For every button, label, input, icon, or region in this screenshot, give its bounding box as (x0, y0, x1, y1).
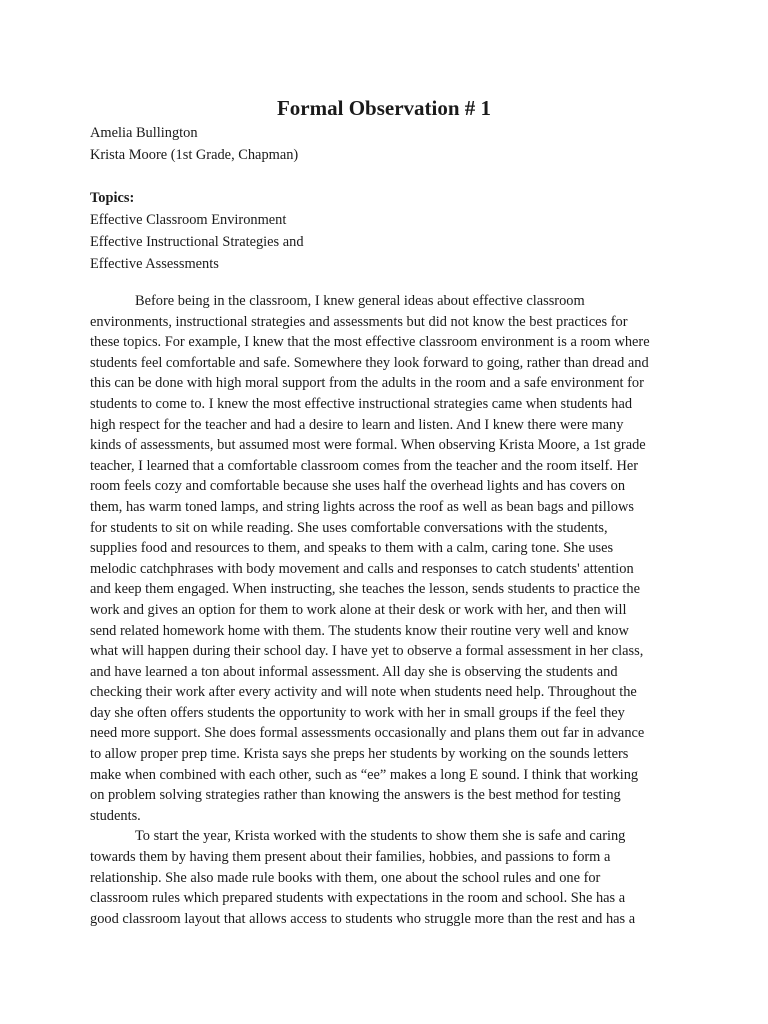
body-line: kinds of assessments, but assumed most were formal. When observing Krista Moore, a 1st grade (90, 437, 646, 454)
body-line: room feels cozy and comfortable because she uses half the overhead lights and has covers on (90, 478, 626, 495)
topics-block (90, 187, 690, 275)
body-line: them, has warm toned lamps, and string lights across the roof as well as bean bags and pillows (90, 498, 634, 515)
topic-item: Effective Classroom Environment (90, 212, 287, 228)
body-line: teacher, I learned that a comfortable classroom comes from the teacher and the room itself. Her (90, 457, 639, 474)
topics-heading: Topics: (90, 190, 135, 206)
body-line: students to come to. I knew the most effective instructional strategies came when students had (90, 395, 633, 412)
body-line: good classroom layout that allows access to students who struggle more than the rest and has a (90, 910, 636, 927)
body-line: and keep them engaged. When instructing, she teaches the lesson, sends students to practice the (90, 581, 641, 598)
body-line: Before being in the classroom, I knew general ideas about effective classroom (135, 293, 585, 309)
document-title: Formal Observation # 1 (276, 96, 492, 120)
body-line: supplies food and resources to them, and speaks to them with a calm, caring tone. She uses (90, 540, 614, 557)
body-line: make when combined with each other, such as “ee” makes a long E sound. I think that working (90, 766, 639, 783)
body-line: students feel comfortable and safe. Somewhere they look forward to going, rather than dread and (90, 354, 649, 371)
author-name: Amelia Bullington (90, 125, 198, 141)
body-line: what will happen during their school day. I have yet to observe a formal assessment in her class, (90, 643, 644, 660)
body-line: melodic catchphrases with body movement and calls and responses to catch students' attention (90, 560, 634, 577)
body-line: and have learned a ton about informal assessment. All day she is observing the students and (90, 663, 618, 680)
body-line: towards them by having them present about their families, hobbies, and passions to form a (90, 849, 611, 866)
body-line: need more support. She does formal assessments occasionally and plans them out far in advance (90, 725, 645, 742)
body-line: checking their work after every activity and will note when students need help. Throughout the (90, 684, 637, 701)
body-line: environments, instructional strategies and assessments but did not know the best practices for (90, 313, 628, 330)
body-line: relationship. She also made rule books with them, one about the school rules and one for (90, 869, 601, 886)
body-line: students. (90, 807, 141, 824)
body-line: high respect for the teacher and had a desire to learn and listen. And I knew there were many (90, 416, 624, 433)
body-line: for students to sit on while reading. She uses comfortable conversations with the students, (90, 519, 608, 536)
body-text (90, 291, 670, 929)
body-line: send related homework home with them. The students know their routine very well and know (90, 622, 629, 639)
topic-item: Effective Instructional Strategies and (90, 234, 304, 250)
body-line: this can be done with high moral support from the adults in the room and a safe environment for (90, 375, 644, 392)
body-line: these topics. For example, I knew that the most effective classroom environment is a room where (90, 334, 650, 351)
topic-item: Effective Assessments (90, 256, 219, 272)
observed-teacher: Krista Moore (1st Grade, Chapman) (90, 147, 299, 163)
body-line: classroom rules which prepared students with expectations in the room and school. She has a (90, 890, 626, 907)
body-line: on problem solving strategies rather than knowing the answers is the best method for testing (90, 787, 621, 804)
author-block (90, 122, 690, 166)
body-line: to allow proper prep time. Krista says she preps her students by working on the sounds letters (90, 746, 629, 763)
body-line: day she often offers students the opportunity to work with her in small groups if the feel they (90, 704, 625, 721)
body-line: work and gives an option for them to work alone at their desk or work with her, and then will (90, 601, 627, 618)
body-line: To start the year, Krista worked with the students to show them she is safe and caring (135, 828, 626, 845)
